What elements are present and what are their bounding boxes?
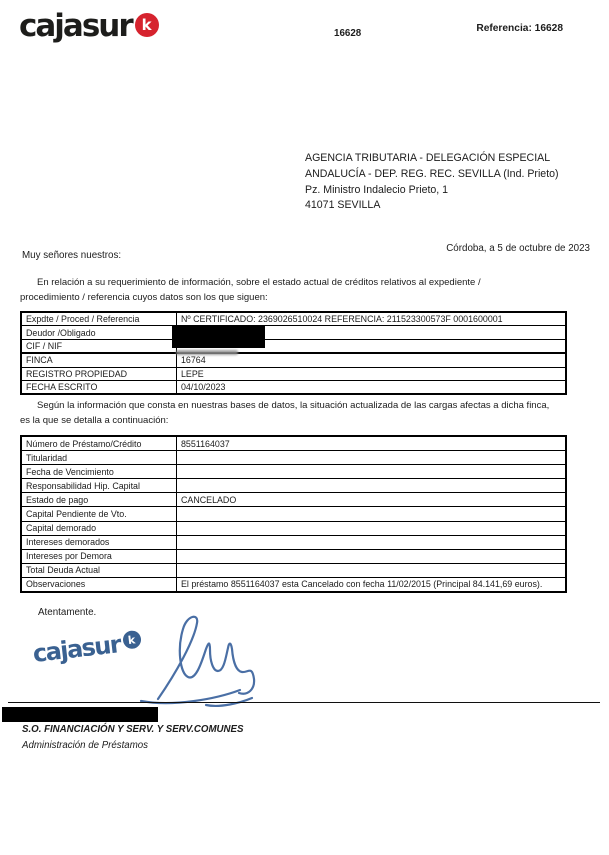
paragraph-line: procedimiento / referencia cuyos datos son los que siguen: bbox=[20, 291, 268, 303]
table-row bbox=[21, 549, 566, 563]
table-row bbox=[21, 451, 566, 465]
redaction-box-deudor bbox=[172, 326, 265, 348]
table-row bbox=[21, 507, 566, 521]
table-row bbox=[21, 563, 566, 577]
row-value bbox=[177, 549, 567, 563]
row-label: Observaciones bbox=[21, 577, 177, 592]
row-value bbox=[177, 507, 567, 521]
table-row bbox=[21, 479, 566, 493]
intro-paragraph bbox=[20, 276, 592, 305]
dateline: Córdoba, a 5 de octubre de 2023 bbox=[446, 243, 590, 254]
row-value: 16764 bbox=[177, 353, 567, 367]
table-row bbox=[21, 339, 566, 353]
row-label: Expdte / Proced / Referencia bbox=[21, 312, 177, 326]
row-value: 8551164037 bbox=[177, 436, 567, 451]
row-label: Capital demorado bbox=[21, 521, 177, 535]
row-label: Número de Préstamo/Crédito bbox=[21, 436, 177, 451]
table-row bbox=[21, 353, 566, 367]
footer-department: S.O. FINANCIACIÓN Y SERV. Y SERV.COMUNES bbox=[22, 724, 244, 735]
row-label: Estado de pago bbox=[21, 493, 177, 507]
document-number: 16628 bbox=[334, 28, 362, 39]
cajasur-signature-logo-text: cajasur bbox=[31, 630, 122, 668]
recipient-line: ANDALUCÍA - DEP. REG. REC. SEVILLA (Ind. Prieto) bbox=[305, 167, 559, 180]
row-label: CIF / NIF bbox=[21, 339, 177, 353]
row-value bbox=[177, 479, 567, 493]
row-label: Intereses por Demora bbox=[21, 549, 177, 563]
cajasur-logo-text: cajasur bbox=[19, 8, 132, 44]
table-row bbox=[21, 326, 566, 339]
cajasur-signature-logo bbox=[32, 630, 143, 666]
row-value: LEPE bbox=[177, 367, 567, 380]
cajasur-logo bbox=[19, 10, 159, 43]
table-row bbox=[21, 521, 566, 535]
redaction-box-footer bbox=[2, 707, 158, 722]
row-value bbox=[177, 465, 567, 479]
row-value: CANCELADO bbox=[177, 493, 567, 507]
row-value bbox=[177, 451, 567, 465]
recipient-line: Pz. Ministro Indalecio Prieto, 1 bbox=[305, 183, 449, 196]
table-row bbox=[21, 380, 566, 394]
row-label: REGISTRO PROPIEDAD bbox=[21, 367, 177, 380]
footer-divider bbox=[8, 702, 600, 703]
detail-paragraph bbox=[20, 399, 592, 428]
row-label: Responsabilidad Hip. Capital bbox=[21, 479, 177, 493]
cajasur-signature-k-icon: k bbox=[122, 630, 142, 650]
table-row bbox=[21, 367, 566, 380]
expediente-table bbox=[20, 311, 567, 395]
table-row bbox=[21, 493, 566, 507]
footer-unit: Administración de Préstamos bbox=[22, 740, 148, 751]
reference-number: Referencia: 16628 bbox=[476, 23, 563, 34]
paragraph-line: Según la información que consta en nuestras bases de datos, la situación actualizada de las cargas afectas a dicha finca, bbox=[37, 400, 550, 411]
paragraph-line: En relación a su requerimiento de información, sobre el estado actual de créditos relativos al expediente / bbox=[37, 277, 481, 288]
row-value: El préstamo 8551164037 esta Cancelado con fecha 11/02/2015 (Principal 84.141,69 euros). bbox=[177, 577, 567, 592]
table-row bbox=[21, 465, 566, 479]
salutation: Muy señores nuestros: bbox=[22, 250, 122, 261]
table-row bbox=[21, 577, 566, 592]
recipient-address bbox=[305, 151, 559, 214]
row-label: Intereses demorados bbox=[21, 535, 177, 549]
row-value bbox=[177, 521, 567, 535]
row-value bbox=[177, 535, 567, 549]
row-label: Fecha de Vencimiento bbox=[21, 465, 177, 479]
recipient-line: AGENCIA TRIBUTARIA - DELEGACIÓN ESPECIAL bbox=[305, 152, 551, 164]
row-value bbox=[177, 563, 567, 577]
row-label: Titularidad bbox=[21, 451, 177, 465]
handwritten-signature bbox=[138, 611, 278, 711]
row-label: FINCA bbox=[21, 353, 177, 367]
table-row bbox=[21, 312, 566, 326]
paragraph-line: es la que se detalla a continuación: bbox=[20, 414, 169, 426]
row-value: Nº CERTIFICADO: 2369026510024 REFERENCIA: 211523300573F 0001600001 bbox=[177, 312, 567, 326]
row-label: Total Deuda Actual bbox=[21, 563, 177, 577]
table-row bbox=[21, 535, 566, 549]
row-label: FECHA ESCRITO bbox=[21, 380, 177, 394]
redacted-cif-smudge bbox=[176, 350, 238, 355]
recipient-line: 41071 SEVILLA bbox=[305, 199, 381, 212]
table-row bbox=[21, 436, 566, 451]
loan-table bbox=[20, 435, 567, 593]
cajasur-k-icon: k bbox=[135, 13, 159, 37]
row-label: Deudor /Obligado bbox=[21, 326, 177, 339]
row-value: 04/10/2023 bbox=[177, 380, 567, 394]
row-label: Capital Pendiente de Vto. bbox=[21, 507, 177, 521]
closing-text: Atentamente. bbox=[38, 607, 97, 618]
